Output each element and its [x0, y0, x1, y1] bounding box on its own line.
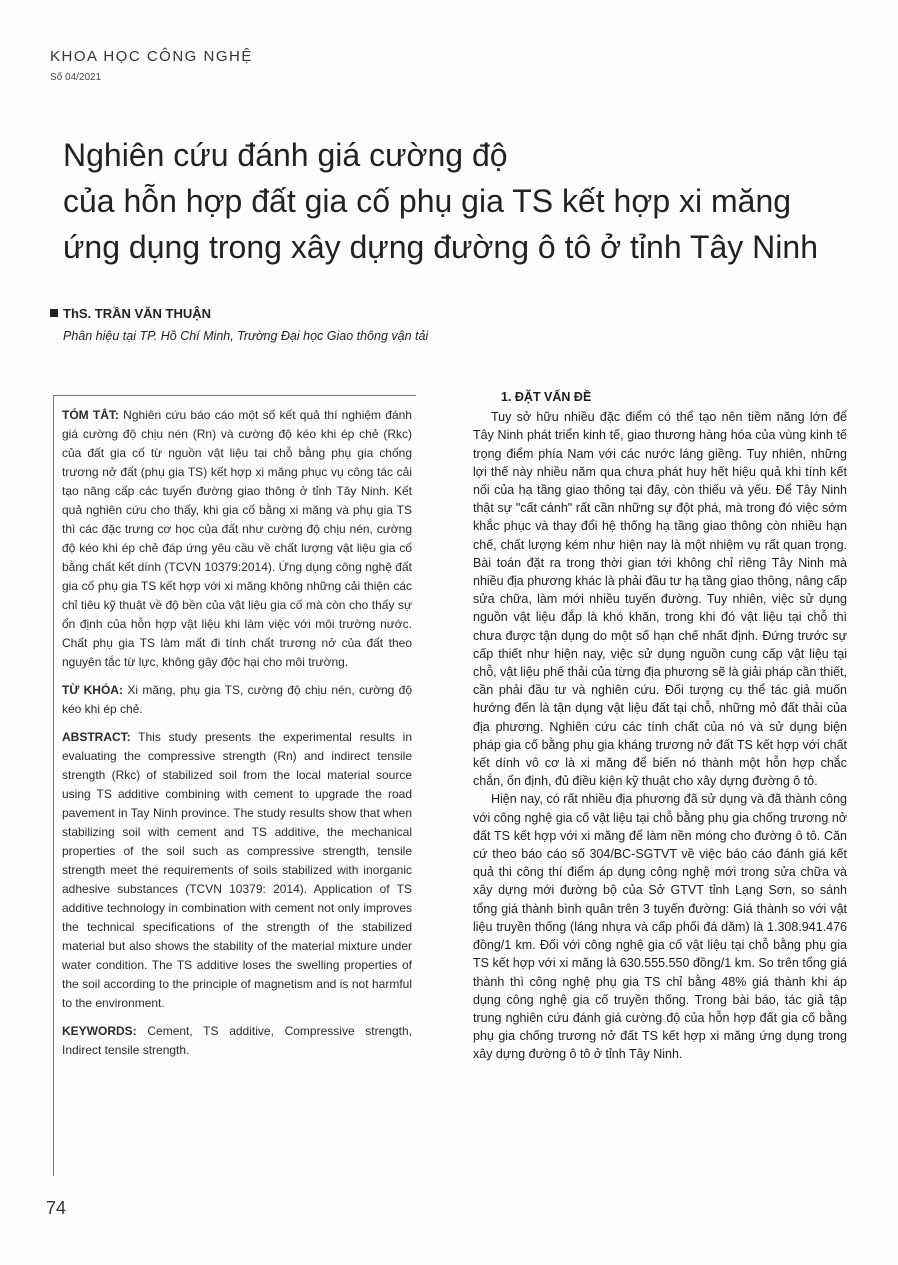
author-name-text: ThS. TRẦN VĂN THUẬN	[63, 306, 212, 321]
abstract-panel	[62, 406, 412, 1069]
keywords-en-text: Cement, TS additive, Compressive strength, Indirect tensile strength.	[62, 1024, 412, 1057]
paper-title	[63, 132, 863, 270]
title-line-2: của hỗn hợp đất gia cố phụ gia TS kết hợp xi măng	[63, 183, 792, 219]
author-affiliation: Phân hiệu tại TP. Hồ Chí Minh, Trường Đại học Giao thông vận tải	[63, 329, 429, 343]
section-heading: 1. ĐẶT VẤN ĐỀ	[501, 390, 592, 404]
keywords-vi-label: TỪ KHÓA:	[62, 683, 123, 697]
abstract-en-text: This study presents the experimental results in evaluating the compressive strength (Rn) and indirect tensile strength (Rkc) of stabilized soil from the local material source using TS additive combining with cement to upgrade the road pavement in Tay Ninh province. The study results show that when stabilizing soil with cement and TS additive, the mechanical properties of the soil such as compressive strength, tensile strength meet the requirements of soils stabilized with inorganic adhesive substances (TCVN 10379: 2014). Application of TS additive technology in combination with cement not only improves the technical specifications of the strength of the stabilized material but also shows the stability of the material mixture under water condition. The TS additive loses the swelling properties of the soil according to the principle of magnetism and is not harmful to the environment.	[62, 730, 412, 1010]
keywords-en-label: KEYWORDS:	[62, 1024, 137, 1038]
body-column	[473, 388, 847, 1064]
journal-section: KHOA HỌC CÔNG NGHỆ	[50, 48, 253, 65]
author-name	[50, 306, 211, 321]
keywords-vi	[62, 681, 412, 719]
abstract-vi-label: TÓM TẮT:	[62, 408, 119, 422]
title-line-3: ứng dụng trong xây dựng đường ô tô ở tỉnh Tây Ninh	[63, 229, 818, 265]
page-number: 74	[46, 1198, 67, 1218]
abstract-en	[62, 728, 412, 1013]
body-paragraph-1: Tuy sở hữu nhiều đặc điểm có thể tạo nên tiềm năng lớn để Tây Ninh phát triển kinh tế, giao thương hàng hóa của vùng kinh tế trọng điểm phía Nam với các nước láng giềng. Tuy nhiên, những lợi thế này nhiều năm qua chưa phát huy hết hiệu quả khi tính kết nối của hạ tầng giao thông tại đây, còn thiếu và yếu. Để Tây Ninh thật sự "cất cánh" rất cần những sự đột phá, mà trong đó việc sớm khắc phục và thay đổi hệ thống hạ tầng giao thông còn nhiều hạn chế, chất lượng kém như hiện nay là một nhiệm vụ rất quan trọng. Bài toán đặt ra trong thời gian tới không chỉ riêng Tây Ninh mà nhiều địa phương khác là phải đầu tư hạ tầng giao thông, nâng cấp sửa chữa, làm mới nhiều tuyến đường. Tuy nhiên, việc sử dụng nguồn vật liệu đắp là khó khăn, trong khi đó vật liệu tại chỗ thì chưa được tận dụng do một số hạn chế nhất định. Đứng trước sự cấp thiết như hiện nay, việc sử dụng nguồn cung cấp vật liệu tại chỗ, vật liệu phế thải của từng địa phương sẽ là giải pháp cần thiết, cần phải đầu tư và nghiên cứu. Đối tượng cụ thể tác giả muốn hướng đến là tận dụng vật liệu đất tại chỗ, những mỏ đất thải của địa phương. Nghiên cứu các tính chất của nó và sử dụng biện pháp gia cố bằng phụ gia kháng trương nở đất TS kết hợp với chất kết dính vô cơ là xi măng để biến nó thành một hỗn hợp chắc chắn, ổn định, đủ điều kiện kỹ thuật cho xây dựng đường ô tô.	[473, 410, 847, 789]
body-paragraph-2: Hiện nay, có rất nhiều địa phương đã sử dụng và đã thành công với công nghệ gia cố vật liệu tại chỗ bằng phụ gia chống trương nở đất TS kết hợp với xi măng để làm nền móng cho đường ô tô. Căn cứ theo báo cáo số 304/BC-SGTVT về việc báo cáo đánh giá kết quả thi công thí điểm áp dụng công nghệ mới trong sửa chữa và xây dựng mới đường bộ của Sở GTVT tỉnh Lạng Sơn, so sánh tổng giá thành bình quân trên 3 tuyến đường: Giá thành so với vật liệu truyền thống (láng nhựa và cấp phối đá dăm) là 1.308.941.476 đồng/1 km. Đối với công nghệ gia cố vật liệu tại chỗ bằng phụ gia TS kết hợp với xi măng là 630.555.550 đồng/1 km. So trên tổng giá thành thì công nghệ phụ gia TS chỉ bằng 48% giá thành khi áp dụng công nghệ gia cố truyền thống. Trong bài báo, tác giả tập trung nghiên cứu đánh giá cường độ của hỗn hợp đất gia cố bằng phụ gia chống trương nở đất TS kết hợp xi măng ứng dụng trong xây dựng đường ô tô ở tỉnh Tây Ninh.	[473, 792, 847, 1062]
abstract-vi-text: Nghiên cứu báo cáo một số kết quả thí nghiệm đánh giá cường độ chịu nén (Rn) và cường độ kéo khi ép chẻ (Rkc) của đất gia cố từ nguồn vật liệu tại chỗ bằng phụ gia chống trương nở đất (phụ gia TS) kết hợp xi măng phục vụ công tác cải tạo nâng cấp các tuyến đường giao thông ở tỉnh Tây Ninh. Kết quả nghiên cứu cho thấy, khi gia cố bằng xi măng và phụ gia TS thì các đặc trưng cơ học của đất như cường độ chịu nén, cường độ kéo khi ép chẻ đáp ứng yêu cầu về chất lượng vật liệu gia cố bằng chất kết dính (TCVN 10379:2014). Ứng dụng công nghệ đất gia cố phụ gia TS kết hợp với xi măng không những cải thiện các chỉ tiêu kỹ thuật về độ bền của vật liệu gia cố mà còn cho thấy sự ổn định của hỗn hợp vật liệu khi làm việc với môi trường nước. Chất phụ gia TS làm mất đi tính chất trương nở của đất theo nguyên tắc từ lực, không gây độc hại cho môi trường.	[62, 408, 412, 669]
journal-issue: Số 04/2021	[50, 72, 102, 83]
keywords-en	[62, 1022, 412, 1060]
abstract-vi	[62, 406, 412, 672]
abstract-en-label: ABSTRACT:	[62, 730, 131, 744]
title-line-1: Nghiên cứu đánh giá cường độ	[63, 137, 508, 173]
square-bullet-icon	[50, 309, 58, 317]
keywords-vi-text: Xi măng, phụ gia TS, cường độ chịu nén, cường độ kéo khi ép chẻ.	[62, 683, 413, 716]
